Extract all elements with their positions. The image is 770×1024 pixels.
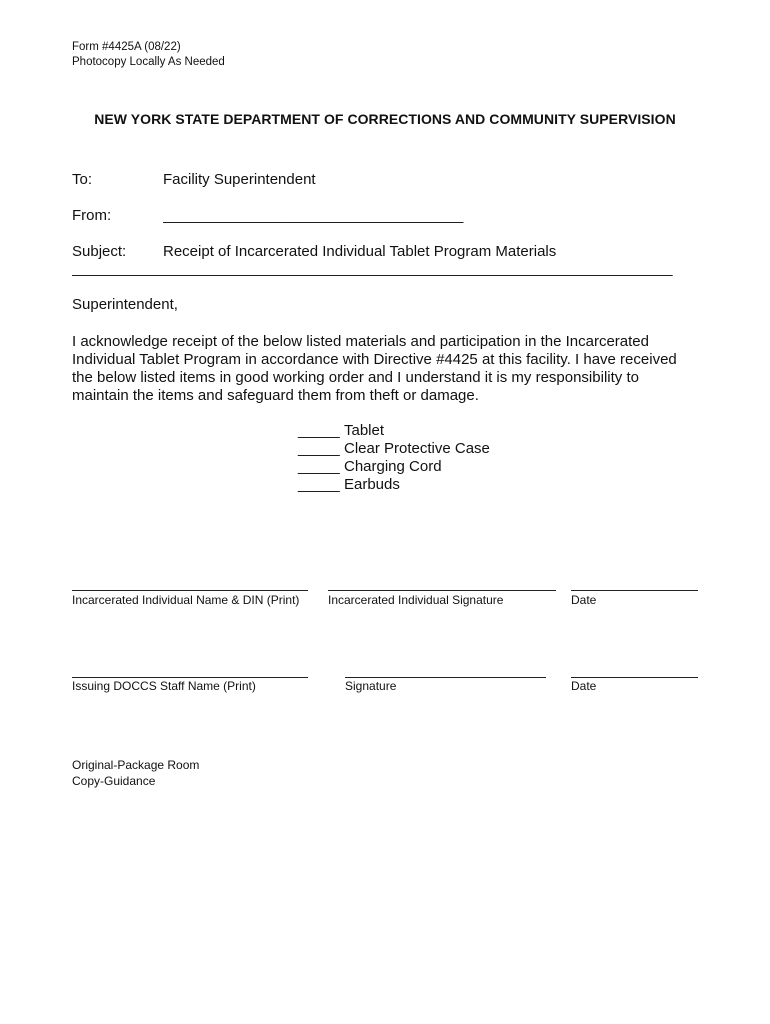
materials-checklist	[298, 422, 490, 494]
staff-name-label: Issuing DOCCS Staff Name (Print)	[72, 679, 256, 693]
individual-date-line[interactable]	[571, 590, 698, 591]
from-field[interactable]: ____________________________________	[163, 207, 464, 224]
checklist-label: Earbuds	[344, 476, 400, 493]
paragraph-line: maintain the items and safeguard them from theft or damage.	[72, 387, 479, 404]
to-label: To:	[72, 171, 93, 188]
individual-name-label: Incarcerated Individual Name & DIN (Print)	[72, 593, 300, 607]
photocopy-note: Photocopy Locally As Needed	[72, 56, 225, 68]
staff-date-label: Date	[571, 679, 597, 693]
check-blank[interactable]: _____	[298, 440, 340, 457]
checklist-item-case	[298, 440, 490, 458]
subject-label: Subject:	[72, 243, 127, 260]
individual-signature-label: Incarcerated Individual Signature	[328, 593, 504, 607]
acknowledgement-paragraph	[72, 333, 692, 405]
to-value: Facility Superintendent	[163, 171, 316, 188]
staff-signature-line[interactable]	[345, 677, 546, 678]
check-blank[interactable]: _____	[298, 422, 340, 439]
paragraph-line: Individual Tablet Program in accordance with Directive #4425 at this facility. I have received	[72, 351, 677, 368]
staff-name-line[interactable]	[72, 677, 308, 678]
checklist-item-cord	[298, 458, 490, 476]
staff-signature-label: Signature	[345, 679, 397, 693]
salutation: Superintendent,	[72, 296, 178, 313]
from-label: From:	[72, 207, 112, 224]
subject-value: Receipt of Incarcerated Individual Tablet Program Materials	[163, 243, 557, 260]
checklist-label: Clear Protective Case	[344, 440, 490, 457]
distribution-original: Original-Package Room	[72, 758, 200, 772]
checklist-label: Charging Cord	[344, 458, 442, 475]
agency-title: NEW YORK STATE DEPARTMENT OF CORRECTIONS AND COMMUNITY SUPERVISION	[94, 111, 676, 127]
individual-date-label: Date	[571, 593, 597, 607]
individual-signature-line[interactable]	[328, 590, 556, 591]
paragraph-line: I acknowledge receipt of the below listed materials and participation in the Incarcerated	[72, 333, 649, 350]
checklist-item-tablet	[298, 422, 490, 440]
checklist-label: Tablet	[344, 422, 385, 439]
staff-date-line[interactable]	[571, 677, 698, 678]
check-blank[interactable]: _____	[298, 476, 340, 493]
distribution-copy: Copy-Guidance	[72, 774, 156, 788]
paragraph-line: the below listed items in good working order and I understand it is my responsibility to	[72, 369, 639, 386]
check-blank[interactable]: _____	[298, 458, 340, 475]
individual-name-line[interactable]	[72, 590, 308, 591]
checklist-item-earbuds	[298, 476, 490, 494]
header-divider: ________________________________________________________________________	[72, 260, 673, 277]
form-number: Form #4425A (08/22)	[72, 41, 181, 53]
